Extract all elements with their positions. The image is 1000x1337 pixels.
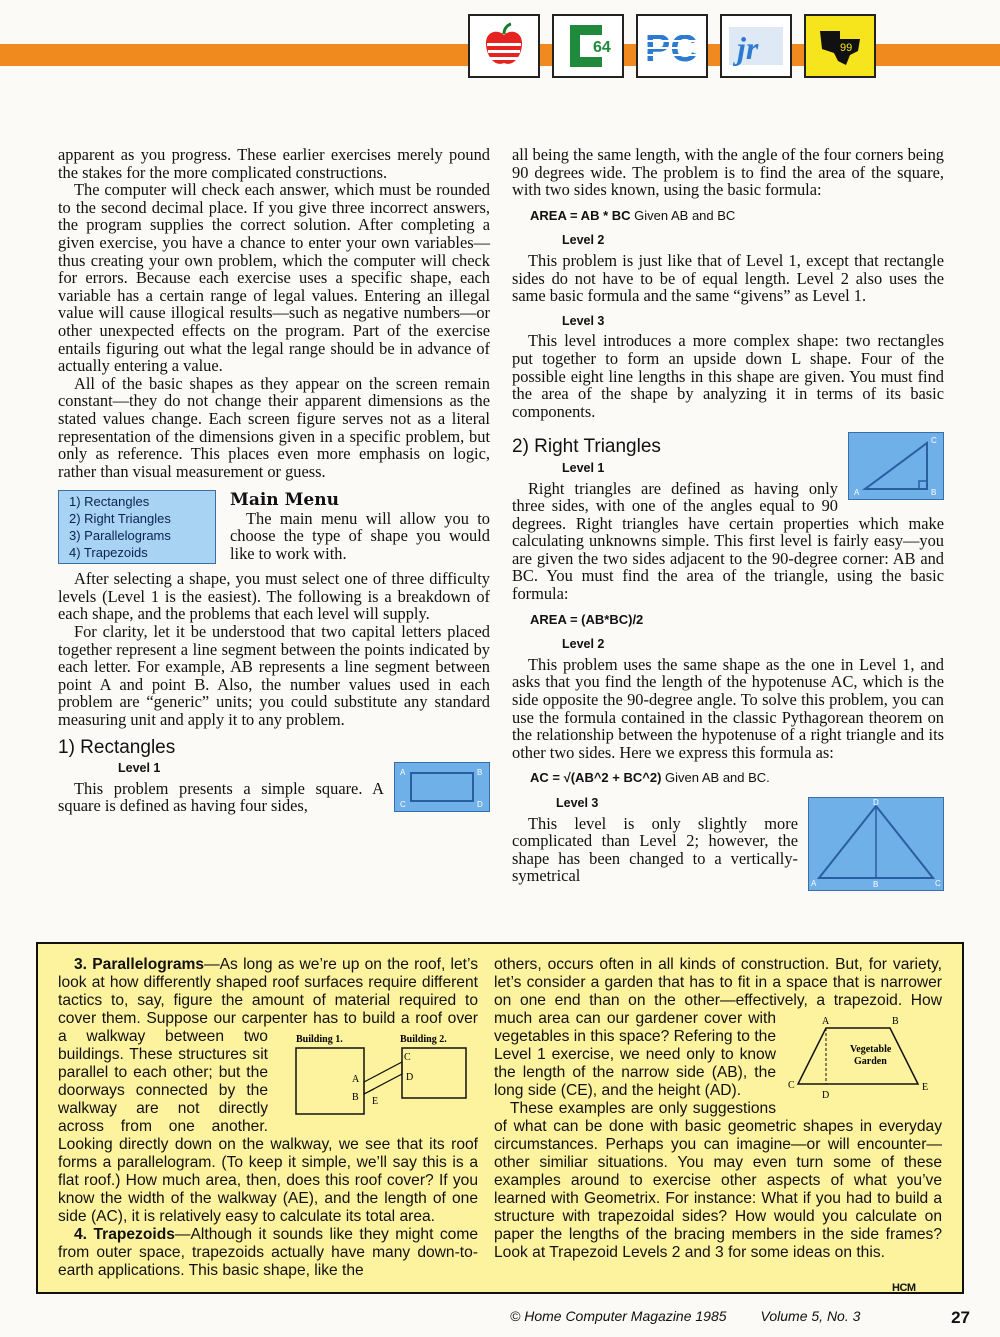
hcm-signoff: HCM [892, 1282, 916, 1294]
paragraph: These examples are only suggestions of what can be done with basic geometric shapes in everyday circumstances. Perhaps you can imagine—or will encounter—other similiar situations. You may even turn some of these examples around to exercise other aspects of what you’ve learned with Geometrix. For instance: What if you had to build a structure with trapezoidal sides? How would you calculate on paper the lengths of the bracing members in the side frames? Look at Trapezoid Levels 2 and 3 for some ideas on this. [494, 1100, 942, 1261]
formula: AC = √(AB^2 + BC^2) Given AB and BC. [530, 770, 770, 786]
level-label: Level 1 [118, 761, 161, 776]
formula: AREA = AB * BC Given AB and BC [530, 207, 736, 223]
trapezoids-title: 4. Trapezoids [74, 1226, 175, 1243]
svg-text:D: D [406, 1072, 414, 1083]
svg-text:C: C [400, 800, 406, 810]
menu-item: 3) Parallelograms [69, 528, 171, 544]
formula: AREA = (AB*BC)/2 [530, 611, 644, 627]
svg-text:C: C [935, 879, 941, 888]
paragraph: Right triangles are defined as having only three sides, with one of the angles equal to 90 degrees. Right triangles have certain properties which make calculating unknowns simple. This first level is fairly easy—you are given the two sides adjacent to the 90-degree corner: AB and BC. You must find the area of the triangle, using the basic formula: [512, 478, 944, 604]
volume-issue: Volume 5, No. 3 [760, 1308, 861, 1324]
level-label: Level 3 [556, 796, 599, 810]
paragraph: apparent as you progress. These earlier exercises merely pound the stakes for the more complicated constructions. [58, 145, 490, 182]
page-number: 27 [951, 1308, 970, 1327]
paragraph: This level is only slightly more complicated than Level 2; however, the shape has been changed to a vertically-symetrical [512, 813, 798, 886]
svg-text:A: A [352, 1074, 360, 1085]
paragraph: For clarity, let it be understood that two capital letters placed together represent a line segment between the points indicated by each letter. For example, AB represents a line segment between point A and point B. Also, the number values used in each problem are “generic” units; you could substitute any standard measuring unit and apply it to any problem. [58, 622, 490, 730]
svg-text:jr: jr [737, 30, 759, 66]
rectangle-figure [394, 762, 490, 812]
paragraph: others, occurs often in all kinds of construction. But, for variety, let’s consider a garden that has to fit in a space that is narrower on one end than on the other—effectively, a trapezoid. How much area can our gardener A B C D E Vegetable Garden cover with vegetables in this space? Refering to the Level 1 exercise, we need only to know the length of the narrow side (AB), the long side (CE), and the height (AD). [494, 956, 942, 1100]
paragraph: 4. Trapezoids—Although it sounds like they might come from outer space, trapezoids actually have many down-to-earth applications. This basic shape, like the [58, 1226, 478, 1279]
commodore-64-logo-icon [552, 14, 624, 78]
svg-text:A: A [854, 488, 860, 498]
svg-text:B: B [352, 1092, 359, 1103]
svg-text:Building 1.: Building 1. [296, 1034, 343, 1045]
svg-text:C: C [788, 1080, 795, 1091]
ti-99-logo-icon [804, 14, 876, 78]
svg-text:A: A [811, 879, 817, 888]
paragraph: After selecting a shape, you must select one of three difficulty levels (Level 1 is the easiest). The following is a breakdown of each shape, and the problems that each level will supply. [58, 569, 490, 624]
level-label: Level 2 [562, 637, 605, 652]
parallelograms-title: 3. Parallelograms [74, 956, 205, 973]
paragraph: This level introduces a more complex shape: two rectangles put together to form an upside down L shape. Four of the possible eight line lengths in this shape are given. You must find the area of the shape by analyzing it in terms of its basic components. [512, 331, 944, 421]
svg-text:E: E [922, 1082, 929, 1093]
svg-text:64: 64 [593, 39, 611, 56]
paragraph: The computer will check each answer, which must be rounded to the second decimal place. If you give three incorrect answers, the program supplies the correct solution. After completing a given exercise, you have a chance to enter your own variables—thus creating your own problem, which the computer will check for errors. Because each exercise uses a specific shape, each variable has a certain range of legal values. Entering an illegal value will cause illogical results—such as negative numbers—or other unexpected effects on the program. Part of the exercise entails figuring out what the legal range should be in advance of actually entering a value. [58, 180, 490, 376]
copyright: © Home Computer Magazine 1985 [510, 1308, 727, 1324]
svg-text:Garden: Garden [854, 1056, 887, 1067]
right-triangle-figure [848, 432, 944, 500]
main-menu-screenshot [58, 490, 216, 564]
paragraph: This problem uses the same shape as the one in Level 1, and asks that you find the length of the hypotenuse AC, which is the side opposite the 90-degree angle. To solve this problem, you can use the formula contained in the classic Pythagorean theorem on the relationship between the hypotenuse of a right triangle and its other two sides. Here we express this formula as: [512, 654, 944, 762]
paragraph: This problem presents a simple square. A square is defined as having four sides, [58, 778, 384, 816]
svg-text:99: 99 [840, 42, 853, 54]
svg-text:D: D [822, 1090, 830, 1100]
svg-text:A: A [822, 1016, 830, 1027]
level-label: Level 1 [562, 460, 605, 475]
main-menu-heading: Main Menu [230, 490, 339, 511]
right-column [512, 146, 944, 893]
svg-text:C: C [931, 436, 937, 446]
ibm-pc-logo-icon [636, 14, 708, 78]
ibm-pcjr-logo-icon [720, 14, 792, 78]
page-footer [510, 1308, 970, 1328]
svg-text:A: A [400, 768, 406, 778]
platform-logos [468, 14, 876, 78]
level-label: Level 2 [562, 233, 605, 248]
svg-text:C: C [404, 1052, 411, 1063]
menu-item: 4) Trapezoids [69, 545, 148, 561]
menu-item: 1) Rectangles [69, 494, 150, 510]
walkway-buildings-figure [274, 1032, 478, 1129]
svg-text:B: B [892, 1016, 899, 1027]
right-triangles-heading: 2) Right Triangles [512, 436, 661, 458]
left-column [58, 146, 490, 815]
symmetric-triangle-figure [808, 797, 944, 891]
level-label: Level 3 [562, 313, 605, 328]
paragraph: The main menu will allow you to choose the type of shape you would like to work with. [230, 508, 490, 564]
sidebar-left-column [58, 956, 478, 1280]
svg-text:D: D [477, 800, 483, 810]
svg-text:D: D [873, 798, 879, 807]
svg-text:Vegetable: Vegetable [850, 1044, 892, 1055]
rectangles-heading: 1) Rectangles [58, 736, 176, 758]
paragraph: all being the same length, with the angle of the four corners being 90 degrees wide. The problem is to find the area of the square, with two sides known, using the basic formula: [512, 145, 944, 200]
vegetable-garden-figure [782, 1014, 942, 1105]
svg-text:B: B [477, 768, 483, 778]
paragraph: This problem is just like that of Level 1, except that rectangle sides do not have to be of equal length. Level 2 also uses the same basic formula and the same “givens” as Level 1. [512, 250, 944, 306]
paragraph: 3. Parallelograms—As long as we’re up on the roof, let’s look at how differently shaped roof surfaces require different tactics to, say, figure the amount of material required to cover them. Suppose our carpenter has to build a roof over a Building 1. Building 2. A B C D E walkway between two buildings. These structures sit parallel to each other; but the doorways connected by the walkway are not directly across from one another. Looking directly down on the walkway, we see that its roof forms a parallelogram. (To keep it simple, we’ll say this is a flat roof.) How much area, then, does this roof cover? If you know the width of the walkway (AE), and the length of one side (AC), it is relatively easy to calculate its total area. [58, 956, 478, 1225]
svg-text:B: B [931, 488, 937, 498]
svg-text:Building 2.: Building 2. [400, 1034, 447, 1045]
paragraph: All of the basic shapes as they appear on the screen remain constant—they do not change their apparent dimensions as the stated values change. Each screen figure serves not as a literal representation of the dimensions given in a specific problem, but only as reference. This places even more emphasis on logic, rather than visual measurement or guess. [58, 373, 490, 481]
svg-text:E: E [372, 1096, 379, 1107]
svg-text:B: B [873, 880, 879, 889]
sidebar-right-column [494, 956, 942, 1262]
sidebar-box [36, 942, 964, 1294]
apple-logo-icon [468, 14, 540, 78]
menu-item: 2) Right Triangles [69, 511, 171, 527]
